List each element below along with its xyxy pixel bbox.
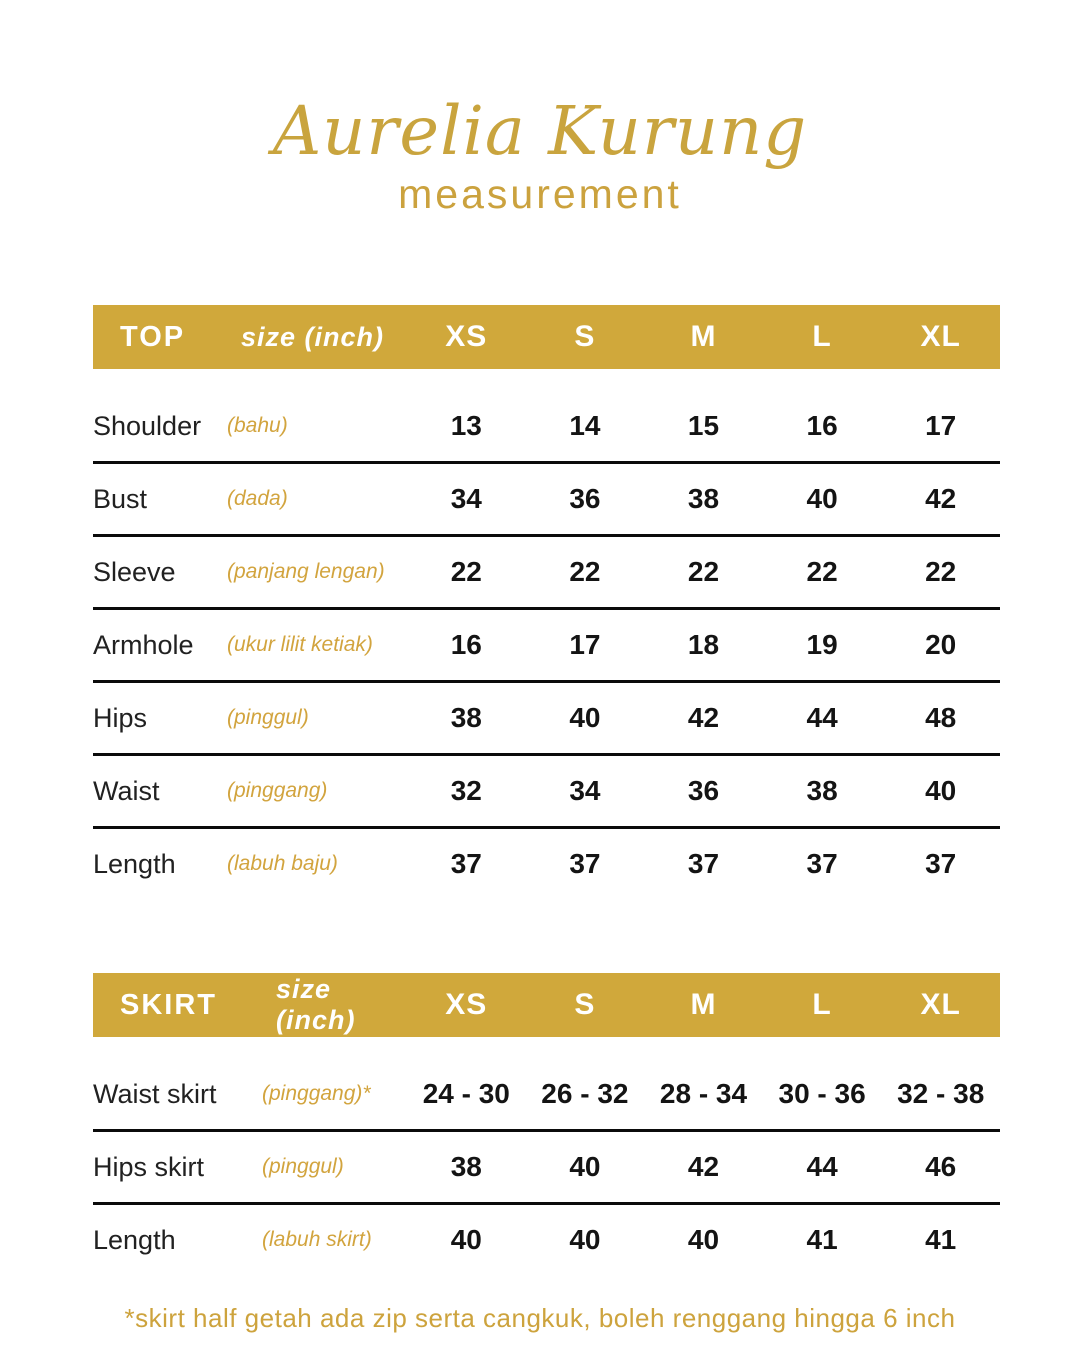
cell-value: 48 [925, 702, 957, 733]
cell-value: 30 - 36 [778, 1078, 866, 1109]
row-sublabel: (pinggang)* [262, 1082, 371, 1105]
cell-value: 40 [925, 775, 957, 806]
cell-value: 40 [806, 483, 838, 514]
cell-value: 22 [806, 556, 838, 587]
row-label: Sleeve [93, 556, 176, 587]
cell-value: 19 [806, 629, 838, 660]
cell-value: 37 [806, 848, 838, 879]
skirt-col-l: L [812, 988, 832, 1021]
cell-value: 37 [925, 848, 957, 879]
row-sublabel: (pinggang) [227, 779, 328, 802]
row-sublabel: (labuh baju) [227, 852, 338, 875]
row-label: Bust [93, 483, 148, 514]
page-subtitle: measurement [398, 171, 682, 217]
top-col-m: M [690, 320, 717, 353]
row-sublabel: (pinggul) [227, 706, 309, 729]
table-row-armhole [93, 610, 1000, 683]
cell-value: 36 [687, 775, 720, 806]
cell-value: 22 [569, 556, 601, 587]
table-row-hips-skirt [93, 1132, 1000, 1205]
row-sublabel: (dada) [227, 487, 288, 510]
cell-value: 18 [687, 629, 720, 660]
skirt-measurement-table [93, 973, 1000, 1275]
cell-value: 22 [925, 556, 957, 587]
cell-value: 37 [687, 848, 720, 879]
cell-value: 46 [925, 1151, 957, 1182]
row-sublabel: (labuh skirt) [262, 1228, 372, 1251]
cell-value: 36 [569, 483, 601, 514]
row-label: Shoulder [93, 410, 202, 441]
skirt-table-header-bar [93, 973, 1000, 1037]
cell-value: 37 [450, 848, 482, 879]
cell-value: 40 [569, 1151, 601, 1182]
cell-value: 34 [569, 775, 601, 806]
row-sublabel: (ukur lilit ketiak) [227, 633, 373, 656]
page-title: Aurelia Kurung [272, 92, 808, 170]
cell-value: 22 [687, 556, 720, 587]
cell-value: 40 [450, 1224, 482, 1255]
top-col-s: S [574, 320, 596, 353]
cell-value: 16 [806, 410, 838, 441]
skirt-col-m: M [690, 988, 717, 1021]
cell-value: 22 [450, 556, 482, 587]
cell-value: 40 [569, 702, 601, 733]
cell-value: 38 [806, 775, 838, 806]
row-sublabel: (pinggul) [262, 1155, 344, 1178]
cell-value: 20 [925, 629, 957, 660]
cell-value: 42 [925, 483, 957, 514]
top-col-xl: XL [920, 320, 961, 353]
cell-value: 26 - 32 [541, 1078, 629, 1109]
top-table-body [93, 391, 1000, 899]
row-sublabel: (panjang lengan) [227, 560, 385, 583]
cell-value: 17 [925, 410, 957, 441]
table-row-hips [93, 683, 1000, 756]
cell-value: 13 [450, 410, 482, 441]
table-row-waist [93, 756, 1000, 829]
cell-value: 17 [569, 629, 601, 660]
cell-value: 40 [687, 1224, 720, 1255]
row-label: Hips skirt [93, 1151, 205, 1182]
row-label: Waist [93, 775, 160, 806]
cell-value: 42 [687, 702, 720, 733]
cell-value: 32 [450, 775, 482, 806]
skirt-col-xl: XL [920, 988, 961, 1021]
top-measurement-table [93, 305, 1000, 899]
page-header [0, 0, 1080, 215]
table-row-waist-skirt [93, 1059, 1000, 1132]
cell-value: 34 [450, 483, 482, 514]
row-label: Armhole [93, 629, 194, 660]
skirt-footnote: *skirt half getah ada zip serta cangkuk, boleh renggang hingga 6 inch [124, 1303, 956, 1333]
top-table-title: TOP [120, 320, 186, 353]
cell-value: 40 [569, 1224, 601, 1255]
row-sublabel: (bahu) [227, 414, 288, 437]
cell-value: 32 - 38 [897, 1078, 985, 1109]
table-row-sleeve [93, 537, 1000, 610]
cell-value: 38 [450, 702, 482, 733]
row-label: Hips [93, 702, 148, 733]
skirt-table-body [93, 1059, 1000, 1275]
skirt-col-s: S [574, 988, 596, 1021]
cell-value: 16 [450, 629, 482, 660]
cell-value: 42 [687, 1151, 720, 1182]
cell-value: 37 [569, 848, 601, 879]
cell-value: 14 [569, 410, 601, 441]
top-col-l: L [812, 320, 832, 353]
cell-value: 38 [687, 483, 720, 514]
cell-value: 24 - 30 [422, 1078, 510, 1109]
cell-value: 41 [806, 1224, 838, 1255]
table-row-bust [93, 464, 1000, 537]
table-row-length-skirt [93, 1205, 1000, 1275]
table-row-length-top [93, 829, 1000, 899]
cell-value: 38 [450, 1151, 482, 1182]
cell-value: 44 [806, 1151, 838, 1182]
skirt-col-xs: XS [445, 988, 488, 1021]
row-label: Waist skirt [93, 1078, 217, 1109]
cell-value: 44 [806, 702, 838, 733]
top-table-header-bar [93, 305, 1000, 369]
row-label: Length [93, 848, 176, 879]
row-label: Length [93, 1224, 176, 1255]
skirt-table-title: SKIRT [120, 988, 217, 1021]
table-row-shoulder [93, 391, 1000, 464]
skirt-size-unit-label: size (inch) [276, 974, 356, 1035]
cell-value: 15 [687, 410, 720, 441]
top-col-xs: XS [445, 320, 488, 353]
cell-value: 28 - 34 [659, 1078, 748, 1109]
cell-value: 41 [925, 1224, 957, 1255]
top-size-unit-label: size (inch) [241, 321, 385, 352]
